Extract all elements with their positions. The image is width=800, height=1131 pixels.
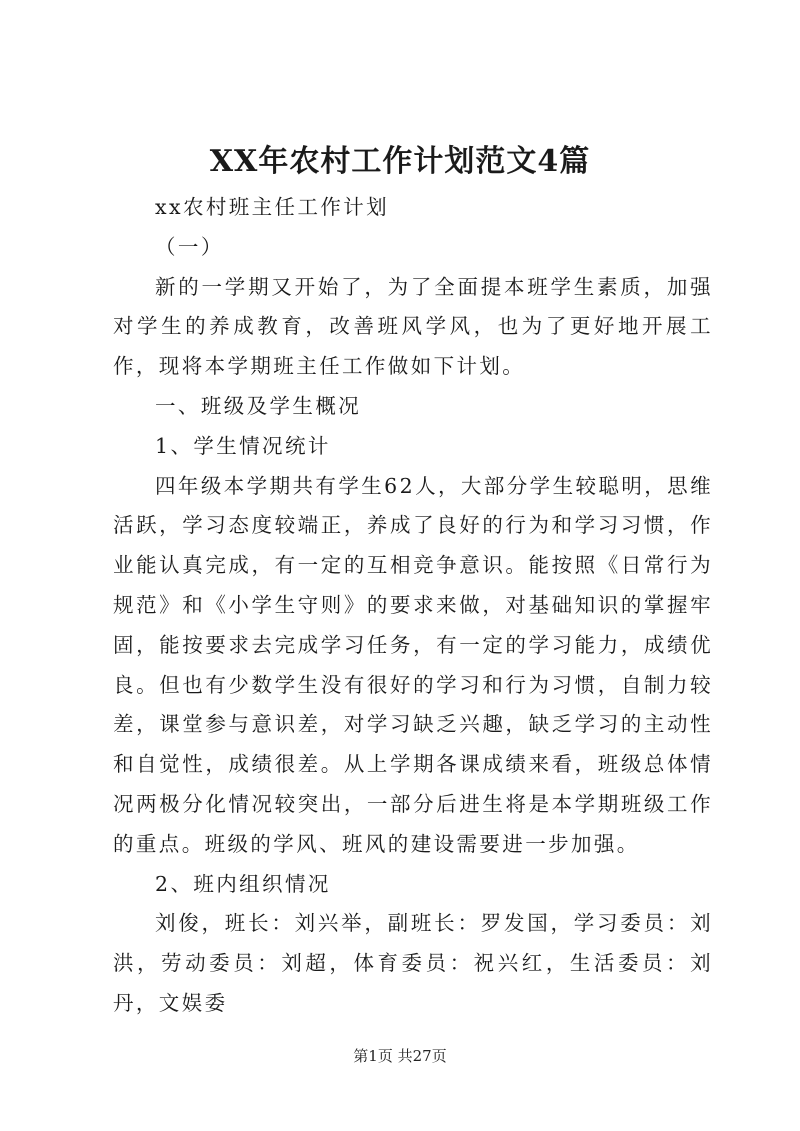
body-paragraph: 刘俊，班长：刘兴举，副班长：罗发国，学习委员：刘洪，劳动委员：刘超，体育委员：祝兴红，生活委员：刘丹，文娱委 [113, 911, 713, 1015]
body-paragraph: 新的一学期又开始了，为了全面提本班学生素质，加强对学生的养成教育，改善班风学风，也为了更好地开展工作，现将本学期班主任工作做如下计划。 [113, 274, 713, 379]
document-title: XX年农村工作计划范文4篇 [209, 144, 591, 179]
section-number: （一） [155, 234, 224, 259]
body-paragraph: 四年级本学期共有学生62人，大部分学生较聪明，思维活跃，学习态度较端正，养成了良好的行为和学习习惯，作业能认真完成，有一定的互相竞争意识。能按照《日常行为规范》和《小学生守则》的要求来做，对基础知识的掌握牢固，能按要求去完成学习任务，有一定的学习能力，成绩优良。但也有少数学生没有很好的学习和行为习惯，自制力较差，课堂参与意识差，对学习缺乏兴趣，缺乏学习的主动性和自觉性，成绩很差。从上学期各课成绩来看，班级总体情况两极分化情况较突出，一部分后进生将是本学期班级工作的重点。班级的学风、班风的建设需要进一步加强。 [113, 473, 713, 856]
subsection-heading: 1、学生情况统计 [155, 433, 331, 458]
document-body [113, 188, 713, 1024]
section-heading: 一、班级及学生概况 [155, 393, 362, 418]
subsection-heading: 2、班内组织情况 [155, 871, 331, 896]
page-footer: 第1页 共27页 [353, 1047, 447, 1065]
section-heading: xx农村班主任工作计划 [155, 195, 390, 219]
